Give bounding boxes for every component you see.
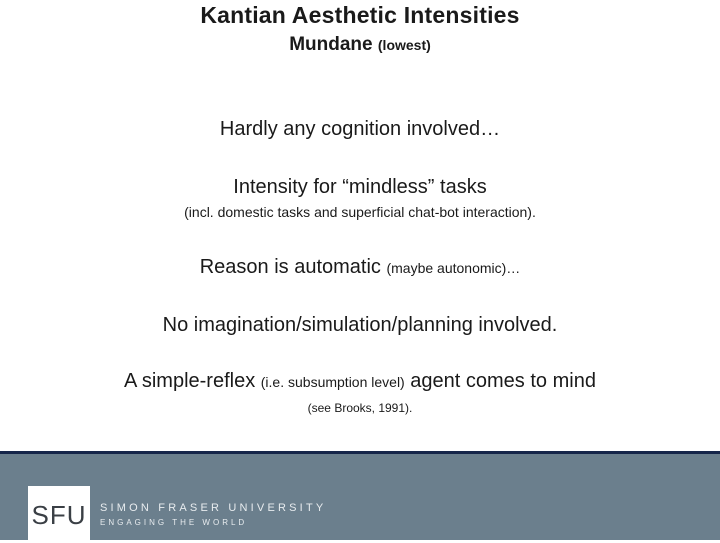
subtitle-note: (lowest) bbox=[377, 37, 431, 53]
reason-text: Reason is automatic bbox=[199, 256, 381, 278]
reflex-note: (i.e. subsumption level) bbox=[260, 374, 405, 390]
sfu-logo-text: SFU bbox=[31, 500, 87, 530]
university-name: SIMON FRASER UNIVERSITY bbox=[100, 502, 327, 514]
footer-band bbox=[0, 451, 720, 540]
citation: (see Brooks, 1991). bbox=[307, 401, 413, 415]
university-tagline: ENGAGING THE WORLD bbox=[100, 518, 248, 527]
body-line-reason bbox=[0, 256, 720, 279]
reflex-start: A simple-reflex bbox=[124, 370, 256, 392]
slide-title: Kantian Aesthetic Intensities bbox=[200, 2, 520, 28]
body-line-reflex-agent bbox=[0, 370, 720, 393]
body-line-cognition: Hardly any cognition involved… bbox=[219, 118, 501, 140]
body-line-examples: (incl. domestic tasks and superficial chat-bot interaction). bbox=[184, 204, 536, 220]
body-line-imagination: No imagination/simulation/planning involved. bbox=[162, 314, 558, 336]
sfu-logo bbox=[28, 486, 90, 543]
subtitle-text: Mundane bbox=[289, 34, 373, 55]
reason-note: (maybe autonomic)… bbox=[386, 260, 521, 276]
reflex-end: agent comes to mind bbox=[410, 370, 596, 392]
slide-subtitle bbox=[0, 34, 720, 56]
body-line-intensity: Intensity for “mindless” tasks bbox=[233, 176, 487, 198]
